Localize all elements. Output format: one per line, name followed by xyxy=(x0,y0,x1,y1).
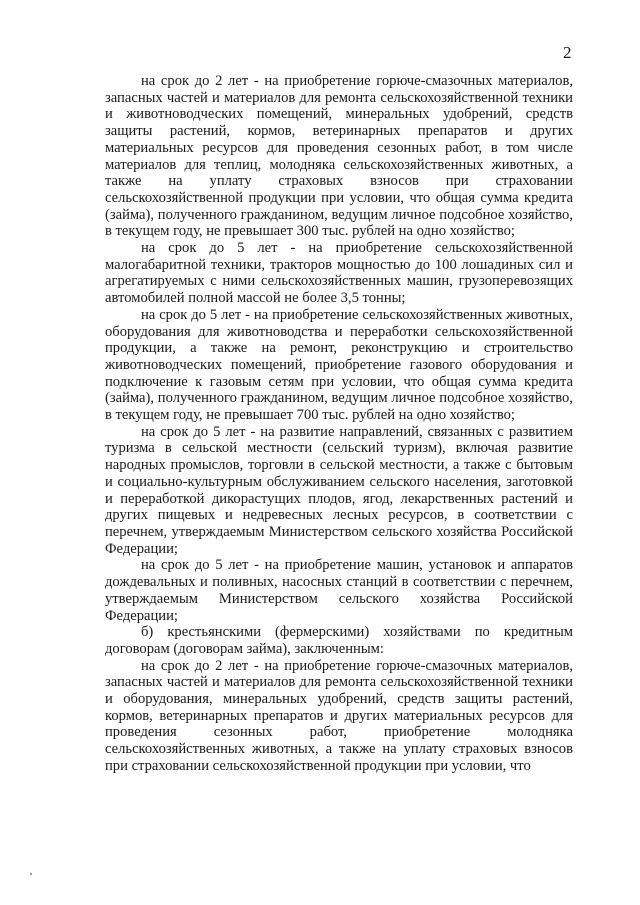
paragraph-3: на срок до 5 лет - на приобретение сельскохозяйственных животных, оборудования для животноводства и переработки сельскохозяйственной продукции, а также на ремонт, реконструкцию и строительство животноводческих помещений, приобретение газового оборудования и подключение к газовым сетям при условии, что общая сумма кредита (займа), полученного гражданином, ведущим личное подсобное хозяйство, в текущем году, не превышает 700 тыс. рублей на одно хозяйство; xyxy=(105,306,573,424)
scan-speck xyxy=(30,873,32,875)
paragraph-7: на срок до 2 лет - на приобретение горюче-смазочных материалов, запасных частей и материалов для ремонта сельскохозяйственной техники и оборудования, минеральных удобрений, средств защиты растений, кормов, ветеринарных препаратов и других материальных ресурсов для проведения сезонных работ, приобретение молодняка сельскохозяйственных животных, а также на уплату страховых взносов при страховании сельскохозяйственной продукции при условии, что xyxy=(105,657,573,774)
paragraph-4: на срок до 5 лет - на развитие направлений, связанных с развитием туризма в сельской местности (сельский туризм), включая развитие народных промыслов, торговли в сельской местности, а также с бытовым и социально-культурным обслуживанием сельского населения, заготовкой и переработкой дикорастущих плодов, ягод, лекарственных растений и других пищевых и недревесных лесных ресурсов, в соответствии с перечнем, утверждаемым Министерством сельского хозяйства Российской Федерации; xyxy=(105,423,573,557)
document-body xyxy=(105,73,573,775)
paragraph-1: на срок до 2 лет - на приобретение горюче-смазочных материалов, запасных частей и материалов для ремонта сельскохозяйственной техники и животноводческих помещений, минеральных удобрений, средств защиты растений, кормов, ветеринарных препаратов и других материальных ресурсов для проведения сезонных работ, в том числе материалов для теплиц, молодняка сельскохозяйственных животных, а также на уплату страховых взносов при страховании сельскохозяйственной продукции при условии, что общая сумма кредита (займа), полученного гражданином, ведущим личное подсобное хозяйство, в текущем году, не превышает 300 тыс. рублей на одно хозяйство; xyxy=(105,73,573,240)
page-number: 2 xyxy=(563,43,572,62)
paragraph-6: б) крестьянскими (фермерскими) хозяйствами по кредитным договорам (договорам займа), заключенным: xyxy=(105,624,573,657)
paragraph-5: на срок до 5 лет - на приобретение машин, установок и аппаратов дождевальных и поливных, насосных станций в соответствии с перечнем, утверждаемым Министерством сельского хозяйства Российской Федерации; xyxy=(105,557,573,624)
paragraph-2: на срок до 5 лет - на приобретение сельскохозяйственной малогабаритной техники, тракторов мощностью до 100 лошадиных сил и агрегатируемых с ними сельскохозяйственных машин, грузоперевозящих автомобилей полной массой не более 3,5 тонны; xyxy=(105,240,573,307)
